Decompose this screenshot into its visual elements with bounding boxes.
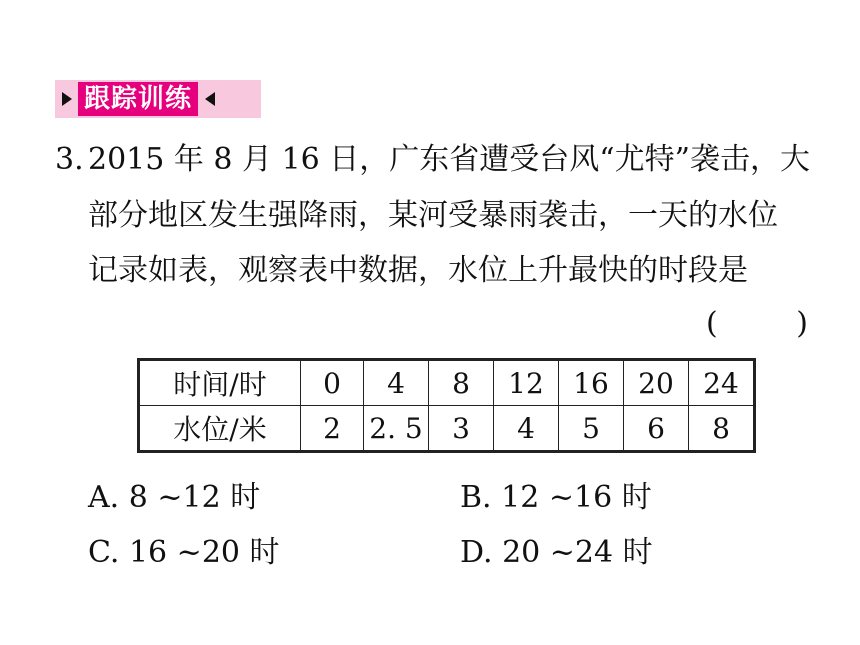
section-title: 跟踪训练 xyxy=(78,82,198,116)
table-header-cell: 时间/时 xyxy=(139,360,301,406)
answer-bracket-close: ) xyxy=(796,306,808,341)
table-cell: 0 xyxy=(301,360,364,406)
option-b-text: 12 ~16 时 xyxy=(501,480,652,515)
option-c[interactable] xyxy=(88,533,280,573)
table-cell: 24 xyxy=(689,360,755,406)
option-d-text: 20 ~24 时 xyxy=(502,535,653,570)
table-cell: 4 xyxy=(494,406,559,452)
option-c-text: 16 ~20 时 xyxy=(128,535,280,570)
table-cell: 5 xyxy=(559,406,624,452)
table-cell: 6 xyxy=(624,406,689,452)
answer-bracket-open: ( xyxy=(706,306,718,341)
option-d-label: D. xyxy=(460,535,493,570)
table-cell: 16 xyxy=(559,360,624,406)
table-cell: 2. 5 xyxy=(364,406,429,452)
water-level-table xyxy=(137,358,756,453)
option-a-label: A. xyxy=(88,480,120,515)
option-a-text: 8 ~12 时 xyxy=(128,480,261,515)
right-triangle-icon xyxy=(62,92,72,106)
table-row-time xyxy=(139,360,755,406)
table-header-cell: 水位/米 xyxy=(139,406,301,452)
option-a[interactable] xyxy=(88,478,260,518)
table-cell: 8 xyxy=(429,360,494,406)
table-cell: 20 xyxy=(624,360,689,406)
table-row-water-level xyxy=(139,406,755,452)
table-cell: 4 xyxy=(364,360,429,406)
option-b[interactable] xyxy=(460,478,652,518)
option-c-label: C. xyxy=(88,535,120,570)
table-cell: 3 xyxy=(429,406,494,452)
question-line-1: 2015 年 8 月 16 日，广东省遭受台风“尤特”袭击，大 xyxy=(88,142,810,177)
table-cell: 12 xyxy=(494,360,559,406)
table-cell: 8 xyxy=(689,406,755,452)
table-cell: 2 xyxy=(301,406,364,452)
question-line-3: 记录如表，观察表中数据，水位上升最快的时段是 xyxy=(88,253,748,288)
question-line-2: 部分地区发生强降雨，某河受暴雨袭击，一天的水位 xyxy=(88,198,778,233)
option-b-label: B. xyxy=(460,480,492,515)
option-d[interactable] xyxy=(460,533,653,573)
question-number: 3. xyxy=(55,142,84,177)
left-triangle-icon xyxy=(205,92,215,106)
answer-bracket[interactable] xyxy=(706,304,808,344)
section-banner xyxy=(55,80,261,118)
